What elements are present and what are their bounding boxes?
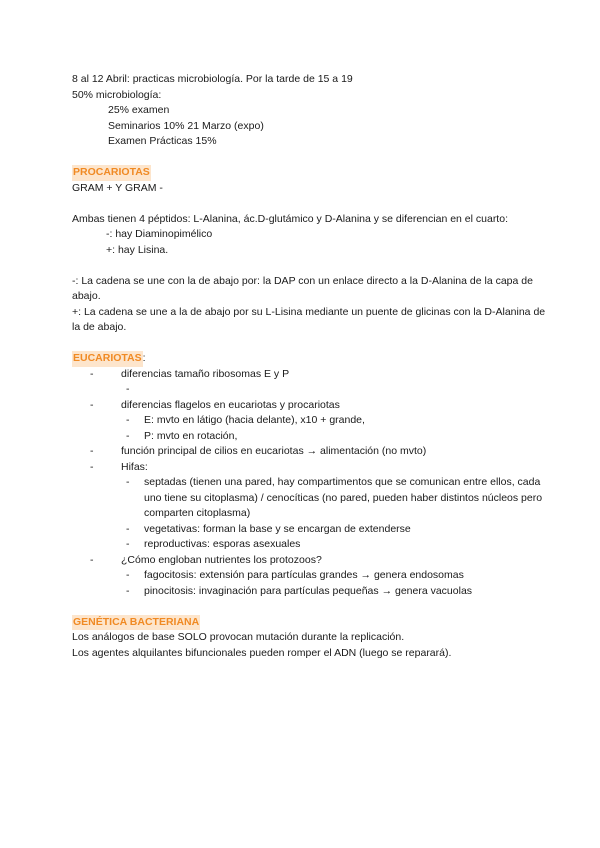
- sublist-item: [126, 382, 552, 398]
- bullet-dash: -: [126, 476, 130, 488]
- sublist-item: [126, 584, 552, 600]
- spacer: [72, 258, 552, 274]
- sublist: [121, 568, 552, 599]
- genetica-line-analogos: Los análogos de base SOLO provocan mutación durante la replicación.: [72, 631, 405, 643]
- list-item: [90, 553, 552, 600]
- sublist-item-text: vegetativas: forman la base y se encargan de extenderse: [144, 522, 411, 535]
- sublist-item-text: reproductivas: esporas asexuales: [144, 538, 301, 550]
- heading-row-procariotas: [72, 165, 552, 181]
- sublist: [121, 382, 552, 398]
- list-item: [90, 398, 552, 445]
- gram-neg-item: -: hay Diaminopimélico: [106, 228, 213, 240]
- list-item-text: ¿Cómo engloban nutrientes los protozoos?: [121, 553, 322, 566]
- intro-line-percentage: 50% microbiología:: [72, 88, 162, 101]
- gram-pos-chain-paragraph: +: La cadena se une a la de abajo por su L-Lisina mediante un puente de glicinas con la D-Alanina de la de abajo.: [72, 305, 546, 333]
- list-item: [90, 460, 552, 553]
- bullet-dash: -: [126, 569, 130, 581]
- genetica-line-alquilantes: Los agentes alquilantes bifuncionales pueden romper el ADN (luego se reparará).: [72, 646, 452, 659]
- procariotas-subtitle: GRAM + Y GRAM -: [72, 181, 163, 194]
- bullet-dash: -: [126, 414, 130, 426]
- sublist-item-text: pinocitosis: invaginación para partículas pequeñas → genera vacuolas: [144, 584, 473, 597]
- bullet-dash: -: [126, 522, 130, 535]
- heading-procariotas: PROCARIOTAS: [72, 165, 151, 181]
- bullet-dash: -: [90, 445, 94, 457]
- heading-row-genetica: [72, 615, 552, 631]
- list-item: [90, 444, 552, 460]
- sublist-item-text: septadas (tienen una pared, hay compartimentos que se comunican entre ellos, cada uno tiene su citoplasma) / cenocíticas (no pared, pueden haber distintos núcleos pero comparten citoplasma): [144, 476, 543, 519]
- bullet-dash: -: [90, 553, 94, 566]
- gram-pos-item: +: hay Lisina.: [106, 243, 169, 256]
- heading-colon: :: [142, 352, 146, 364]
- grading-item-seminarios: Seminarios 10% 21 Marzo (expo): [108, 119, 264, 132]
- peptides-paragraph: Ambas tienen 4 péptidos: L-Alanina, ác.D-glutámico y D-Alanina y se diferencian en el cuarto:: [72, 212, 508, 225]
- sublist-item: [126, 522, 552, 538]
- sublist: [121, 475, 552, 553]
- sublist-item: [126, 429, 552, 445]
- list-item-text: función principal de cilios en eucariotas → alimentación (no mvto): [121, 445, 427, 457]
- bullet-dash: -: [90, 460, 94, 473]
- list-item: [90, 367, 552, 398]
- sublist-item-text: E: mvto en látigo (hacia delante), x10 + grande,: [144, 414, 365, 426]
- bullet-dash: -: [90, 367, 94, 380]
- bullet-dash: -: [126, 538, 130, 550]
- heading-eucariotas: EUCARIOTAS: [72, 351, 143, 367]
- spacer: [72, 196, 552, 212]
- intro-line-practicas: 8 al 12 Abril: practicas microbiología. Por la tarde de 15 a 19: [72, 73, 353, 85]
- document-page: [72, 72, 552, 661]
- grading-item-practicas: Examen Prácticas 15%: [108, 135, 217, 147]
- sublist-item: [126, 537, 552, 553]
- spacer: [72, 599, 552, 615]
- sublist-item: [126, 475, 552, 522]
- bullet-dash: -: [126, 584, 130, 597]
- sublist-item: [126, 413, 552, 429]
- heading-genetica-bacteriana: GENÉTICA BACTERIANA: [72, 615, 200, 631]
- spacer: [72, 150, 552, 166]
- sublist-item-text: P: mvto en rotación,: [144, 429, 238, 442]
- bullet-dash: -: [126, 383, 130, 395]
- gram-neg-chain-paragraph: -: La cadena se une con la de abajo por: la DAP con un enlace directo a la D-Alanina de la capa de abajo.: [72, 274, 533, 302]
- list-item-text: diferencias flagelos en eucariotas y procariotas: [121, 398, 340, 411]
- grading-item-examen: 25% examen: [108, 104, 170, 116]
- eucariotas-list: [72, 367, 552, 600]
- list-item-text: diferencias tamaño ribosomas E y P: [121, 367, 290, 380]
- bullet-dash: -: [126, 429, 130, 442]
- bullet-dash: -: [90, 398, 94, 411]
- list-item-text: Hifas:: [121, 460, 148, 473]
- heading-row-eucariotas: [72, 351, 552, 367]
- sublist-item: [126, 568, 552, 584]
- spacer: [72, 336, 552, 352]
- sublist: [121, 413, 552, 444]
- sublist-item-text: fagocitosis: extensión para partículas grandes → genera endosomas: [144, 569, 464, 581]
